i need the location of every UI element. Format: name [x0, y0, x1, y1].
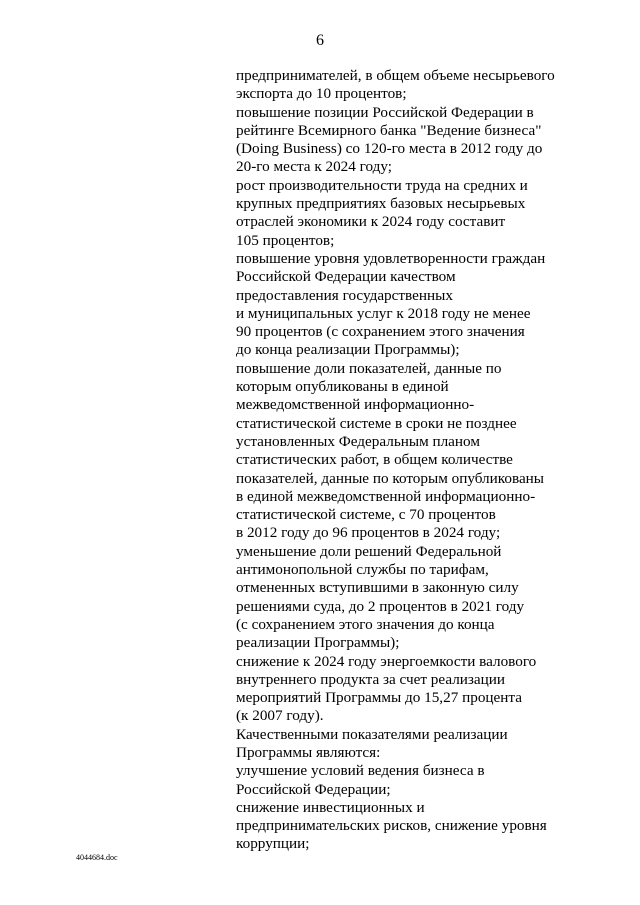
text-line: улучшение условий ведения бизнеса в [236, 762, 485, 780]
text-line: рост производительности труда на средних и [236, 176, 528, 194]
text-line: (к 2007 году). [236, 707, 324, 725]
text-line: 105 процентов; [236, 231, 335, 249]
text-line: уменьшение доли решений Федеральной [236, 542, 502, 560]
text-line: мероприятий Программы до 15,27 процента [236, 689, 522, 707]
text-line: Качественными показателями реализации [236, 725, 508, 743]
text-line: отраслей экономики к 2024 году составит [236, 213, 506, 231]
text-line: предпринимателей, в общем объеме несырьевого [236, 67, 555, 84]
text-line: (с сохранением этого значения до конца [236, 615, 495, 633]
text-line: рейтинге Всемирного банка "Ведение бизнеса" [236, 121, 542, 139]
text-line: статистических работ, в общем количестве [236, 451, 513, 469]
text-line: внутреннего продукта за счет реализации [236, 670, 506, 688]
document-body [236, 67, 576, 854]
text-line: отмененных вступившими в законную силу [236, 579, 519, 597]
text-line: Программы являются: [236, 743, 381, 761]
text-line: до конца реализации Программы); [236, 341, 460, 359]
document-file-code: 4044684.doc [76, 853, 118, 862]
text-line: предпринимательских рисков, снижение уровня [236, 817, 547, 835]
text-line: Российской Федерации; [236, 780, 391, 798]
text-line: в 2012 году до 96 процентов в 2024 году; [236, 524, 501, 542]
text-line: которым опубликованы в единой [236, 378, 449, 396]
text-line: решениями суда, до 2 процентов в 2021 году [236, 597, 525, 615]
text-line: коррупции; [236, 835, 310, 853]
text-line: установленных Федеральным планом [236, 432, 480, 450]
text-line: снижение инвестиционных и [236, 798, 425, 816]
text-line: показателей, данные по которым опубликованы [236, 469, 545, 487]
text-line: реализации Программы); [236, 634, 400, 652]
text-line: снижение к 2024 году энергоемкости валового [236, 652, 537, 670]
text-line: в единой межведомственной информационно- [236, 487, 536, 505]
text-line: 20-го места к 2024 году; [236, 158, 393, 176]
text-line: 90 процентов (с сохранением этого значения [236, 323, 525, 341]
text-line: повышение уровня удовлетворенности граждан [236, 249, 546, 267]
text-line: антимонопольной службы по тарифам, [236, 561, 489, 579]
page-number: 6 [316, 32, 324, 49]
text-line: и муниципальных услуг к 2018 году не менее [236, 304, 531, 322]
text-line: (Doing Business) со 120-го места в 2012 году до [236, 140, 543, 158]
text-line: экспорта до 10 процентов; [236, 85, 407, 103]
text-line: крупных предприятиях базовых несырьевых [236, 195, 526, 213]
text-line: повышение доли показателей, данные по [236, 359, 502, 377]
text-line: статистической системе в сроки не позднее [236, 414, 517, 432]
text-line: предоставления государственных [236, 286, 453, 304]
text-line: повышение позиции Российской Федерации в [236, 103, 534, 121]
text-line: статистической системе, с 70 процентов [236, 506, 496, 524]
text-line: межведомственной информационно- [236, 396, 475, 414]
text-line: Российской Федерации качеством [236, 268, 456, 286]
